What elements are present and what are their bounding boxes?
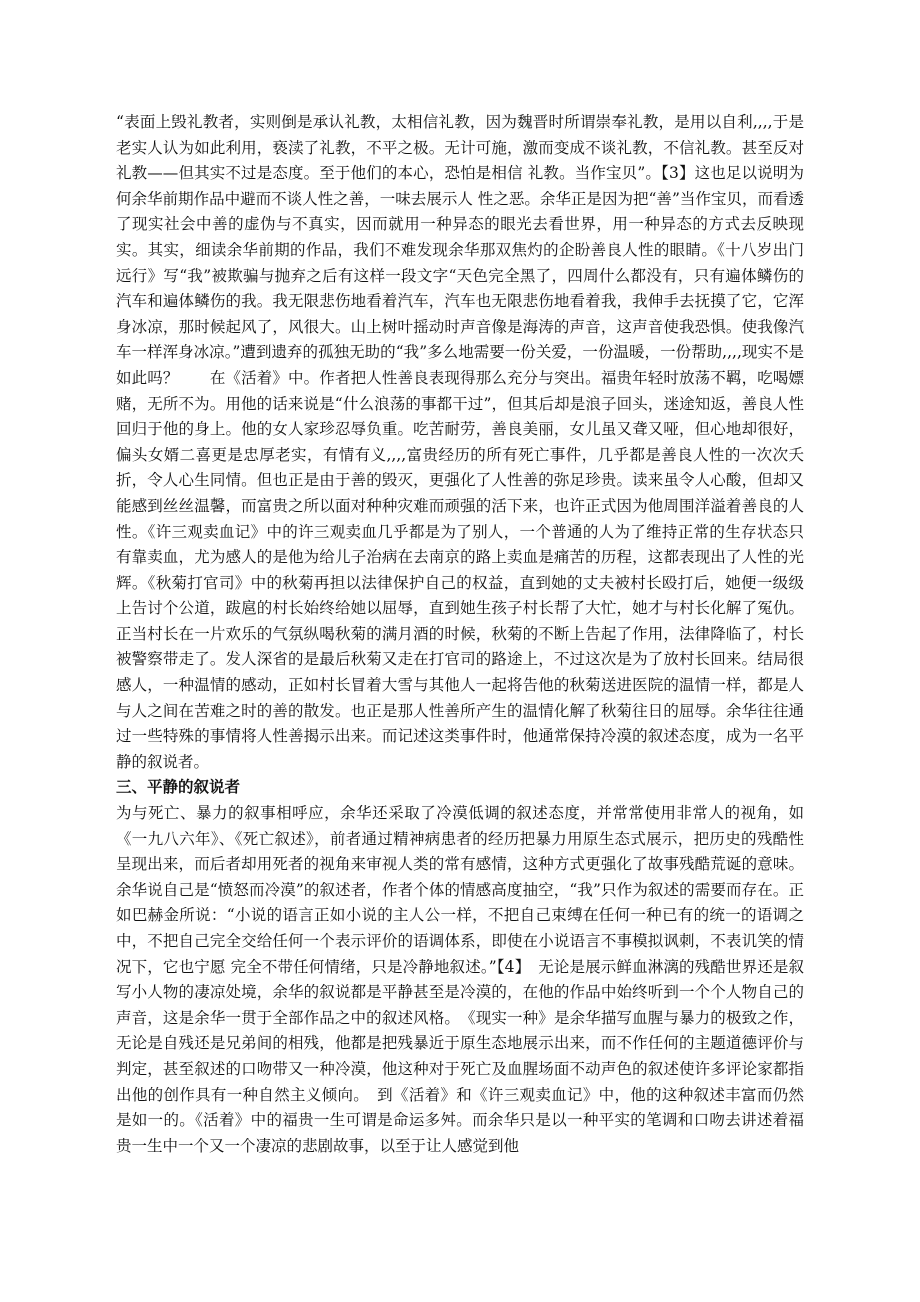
section-heading: 三、平静的叙说者	[116, 778, 241, 797]
body-paragraph-2: 为与死亡、暴力的叙事相呼应，余华还采取了冷漠低调的叙述态度，并常常使用非常人的视角，如《一九八六年》、《死亡叙述》，前者通过精神病患者的经历把暴力用原生态式展示，把历史的残酷性呈现出来，而后者却用死者的视角来审视人类的常有感情，这种方式更强化了故事残酷荒诞的意味。余华说自己是“愤怒而冷漠”的叙述者，作者个体的情感高度抽空，“我”只作为叙述的需要而存在。正如巴赫金所说：“小说的语言正如小说的主人公一样，不把自己束缚在任何一种已有的统一的语调之中，不把自己完全交给任何一个表示评价的语调体系，即使在小说语言不事模拟讽刺，不表讥笑的情况下，它也宁愿 完全不带任何情绪，只是冷静地叙述。”【4】 无论是展示鲜血淋漓的残酷世界还是叙写小人物的凄凉处境，余华的叙说都是平静甚至是冷漠的，在他的作品中始终听到一个个人物自己的声音，这是余华一贯于全部作品之中的叙述风格。 《现实一种》是余华描写血腥与暴力的极致之作，无论是自残还是兄弟间的相残，他都是把残暴近于原生态地展示出来，而不作任何的主题道德评价与判定，甚至叙述的口吻带又一种冷漠，他这种对于死亡及血腥场面不动声色的叙述使许多评论家都指出他的创作具有一种自然主义倾向。 到《活着》和《许三观卖血记》中，他的这种叙述丰富而仍然是如一的。《活着》中的福贵一生可谓是命运多舛。而余华只是以一种平实的笔调和口吻去讲述着福贵一生中一个又一个凄凉的悲剧故事，以至于让人感觉到他	[116, 804, 804, 1155]
document-page	[116, 110, 804, 1159]
body-paragraph-1: “表面上毁礼教者，实则倒是承认礼教，太相信礼教，因为魏晋时所谓崇奉礼教，是用以自利,,,,于是老实人认为如此利用，亵渎了礼教，不平之极。无计可施，激而变成不谈礼教，不信礼教。甚至反对礼教——但其实不过是态度。至于他们的本心，恐怕是相信 礼教。当作宝贝”。【3】这也足以说明为何余华前期作品中避而不谈人性之善，一味去展示人 性之恶。余华正是因为把“善”当作宝贝，而看透了现实社会中善的虚伪与不真实，因而就用一种异态的眼光去看世界，用一种异态的方式去反映现实。其实，细读余华前期的作品，我们不难发现余华那双焦灼的企盼善良人性的眼睛。《十八岁出门远行》写“我”被欺骗与抛弃之后有这样一段文字“天色完全黑了，四周什么都没有，只有遍体鳞伤的汽车和遍体鳞伤的我。我无限悲伤地看着汽车，汽车也无限悲伤地看着我，我伸手去抚摸了它，它浑身冰凉，那时候起风了，风很大。山上树叶摇动时声音像是海涛的声音，这声音使我恐惧。使我像汽车一样浑身冰凉。”遭到遗弃的孤独无助的“我”多么地需要一份关爱，一份温暖，一份帮助,,,,现实不是如此吗？ 在《活着》中。作者把人性善良表现得那么充分与突出。福贵年轻时放荡不羁，吃喝嫖赌，无所不为。用他的话来说是“什么浪荡的事都干过”，但其后却是浪子回头，迷途知返，善良人性回归于他的身上。他的女人家珍忍辱负重。吃苦耐劳，善良美丽，女儿虽又聋又哑，但心地却很好，偏头女婿二喜更是忠厚老实，有情有义,,,,富贵经历的所有死亡事件，几乎都是善良人性的一次次夭折，令人心生同情。但也正是由于善的毁灭，更强化了人性善的弥足珍贵。读来虽令人心酸，但却又能感到丝丝温馨，而富贵之所以面对种种灾难而顽强的活下来，也许正式因为他周围洋溢着善良的人性。《许三观卖血记》中的许三观卖血几乎都是为了别人，一个普通的人为了维持正常的生存状态只有靠卖血，尤为感人的是他为给儿子治病在去南京的路上卖血是痛苦的历程，这都表现出了人性的光辉。《秋菊打官司》中的秋菊再担以法律保护自己的权益，直到她的丈夫被村长殴打后，她便一级级上告讨个公道，跋扈的村长始终给她以屈辱，直到她生孩子村长帮了大忙，她才与村长化解了冤仇。正当村长在一片欢乐的气氛纵喝秋菊的满月酒的时候，秋菊的不断上告起了作用，法律降临了，村长被警察带走了。发人深省的是最后秋菊又走在打官司的路途上，不过这次是为了放村长回来。结局很感人，一种温情的感动，正如村长冒着大雪与其他人一起将告他的秋菊送进医院的温情一样，都是人与人之间在苦难之时的善的散发。也正是那人性善所产生的温情化解了秋菊往日的屈辱。余华往往通过一些特殊的事情将人性善揭示出来。而记述这类事件时，他通常保持冷漠的叙述态度，成为一名平静的叙说者。	[116, 113, 804, 771]
